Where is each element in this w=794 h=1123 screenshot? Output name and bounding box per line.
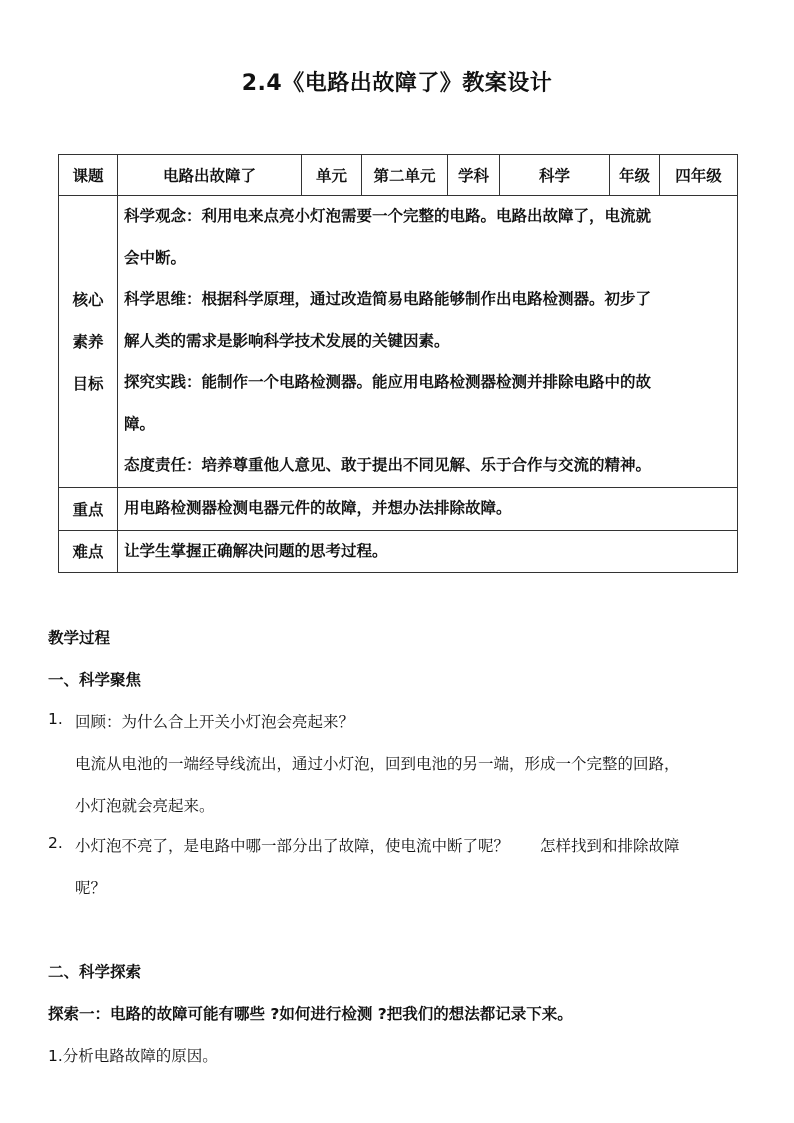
core-goals-content: 科学观念：利用电来点亮小灯泡需要一个完整的电路。电路出故障了，电流就 会中断。 科学思维：根据科学原理，通过改造简易电路能够制作出电路检测器。初步了 解人类的需求是影响科学技术发展的关键因素。 探究实践：能制作一个电路检测器。能应用电路检测器检测并排除电路中的故 障。 态度责任：培养尊重他人意见、敢于提出不同见解、乐于合作与交流的精神。 [118,196,738,488]
difficult-point-value: 让学生掌握正确解决问题的思考过程。 [118,530,738,573]
subject-label: 学科 [448,155,500,196]
grade-value: 四年级 [660,155,738,196]
table-row [59,155,738,196]
section-heading-focus: 一、科学聚焦 [48,671,142,689]
page-title: 2.4《电路出故障了》教案设计 [241,71,553,96]
lesson-label: 课题 [59,155,118,196]
key-point-label: 重点 [59,488,118,531]
table-row [59,196,738,488]
subject-value: 科学 [500,155,610,196]
key-point-value: 用电路检测器检测电器元件的故障，并想办法排除故障。 [118,488,738,531]
section-heading-explore: 二、科学探索 [48,963,142,981]
core-goals-label: 核心 素养 目标 [59,196,118,488]
lesson-info-table [58,154,738,573]
table-row [59,488,738,531]
unit-label: 单元 [302,155,362,196]
lesson-value: 电路出故障了 [118,155,302,196]
process-heading: 教学过程 [48,629,111,647]
unit-value: 第二单元 [362,155,448,196]
table-row [59,530,738,573]
explore-one-text: 探索一：电路的故障可能有哪些 ?如何进行检测 ?把我们的想法都记录下来。 [48,1005,573,1023]
grade-label: 年级 [610,155,660,196]
difficult-point-label: 难点 [59,530,118,573]
explore-one-subitem: 1.分析电路故障的原因。 [48,1047,218,1065]
